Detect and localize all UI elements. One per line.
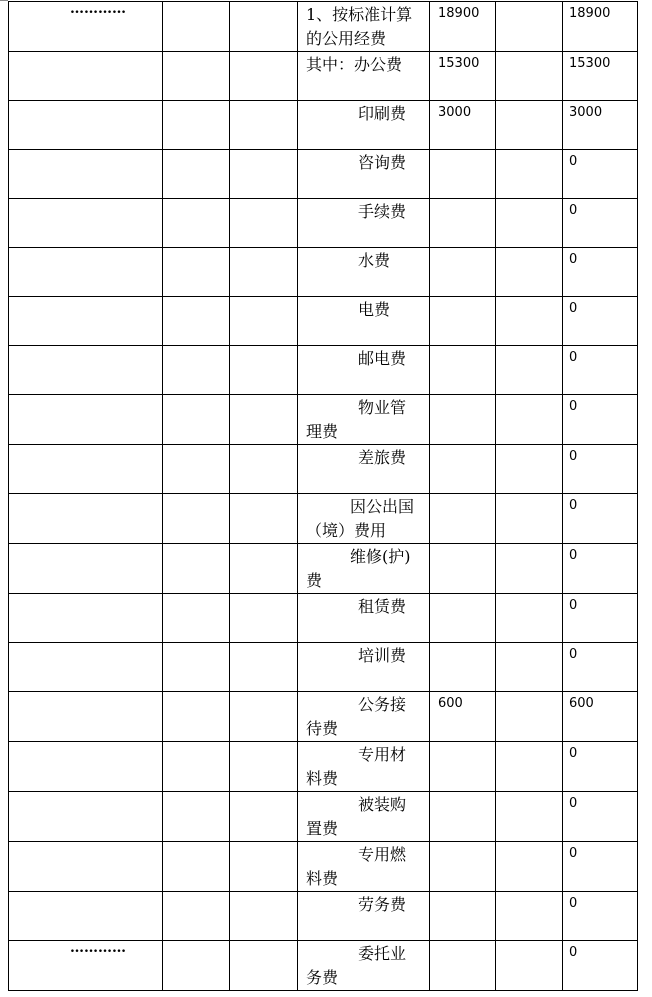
cell-col3[interactable] [230,643,298,692]
amount-cell[interactable] [430,594,496,643]
total-cell[interactable] [563,792,638,842]
item-label-line1: 因公出国 [350,497,415,516]
item-label [298,544,429,593]
total-value: 0 [569,203,578,218]
total-cell[interactable] [563,842,638,892]
cell-col6[interactable] [496,494,563,544]
amount-cell[interactable] [430,742,496,792]
total-cell[interactable] [563,494,638,544]
cell-col1[interactable] [9,52,163,101]
cell-col3[interactable] [230,199,298,248]
table-row [9,842,638,892]
cell-col2[interactable] [163,792,230,842]
cell-col2[interactable] [163,199,230,248]
item-label-cell[interactable] [298,101,430,150]
amount-value [430,395,495,398]
amount-value [430,941,495,944]
cell-col6[interactable] [496,842,563,892]
table-row [9,643,638,692]
amount-value [430,297,495,300]
item-label: 差旅费 [358,448,407,467]
item-label: 租赁费 [358,597,407,616]
cell-col2[interactable] [163,2,230,52]
item-label-cell[interactable] [298,742,430,792]
cell-col2[interactable] [163,892,230,941]
total-cell[interactable] [563,2,638,52]
total-value: 0 [569,896,578,911]
amount-cell[interactable] [430,248,496,297]
total-cell[interactable] [563,445,638,494]
amount-value [430,150,495,153]
total-value: 0 [569,498,578,513]
item-label-cell[interactable] [298,692,430,742]
table-row [9,742,638,792]
amount-value [430,494,495,497]
total-value: 0 [569,945,578,960]
cell-col3[interactable] [230,594,298,643]
cell-col6[interactable] [496,297,563,346]
amount-cell[interactable] [430,692,496,742]
amount-value [430,199,495,202]
cell-col1[interactable] [9,199,163,248]
table-row [9,941,638,991]
item-label-line1: 委托业 [358,944,407,963]
table-row [9,544,638,594]
cell-col3[interactable] [230,395,298,445]
cell-col2[interactable] [163,544,230,594]
cell-col3[interactable] [230,101,298,150]
total-value: 0 [569,746,578,761]
cell-col3[interactable] [230,544,298,594]
amount-value [430,892,495,895]
amount-cell[interactable] [430,297,496,346]
cell-col2[interactable] [163,742,230,792]
expense-table [8,1,638,991]
total-cell[interactable] [563,297,638,346]
table-row [9,52,638,101]
item-label-line1: 物业管 [358,398,407,417]
cell-col2[interactable] [163,346,230,395]
table-row [9,892,638,941]
item-label: 手续费 [358,202,407,221]
total-value: 600 [569,696,594,711]
item-label: 电费 [358,300,391,319]
cell-col1[interactable] [9,445,163,494]
item-label-cell[interactable] [298,248,430,297]
total-value: 0 [569,252,578,267]
cell-col3[interactable] [230,892,298,941]
amount-cell[interactable] [430,941,496,991]
cell-col3[interactable] [230,346,298,395]
item-label-cell[interactable] [298,892,430,941]
cell-col1[interactable] [9,594,163,643]
cell-col6[interactable] [496,742,563,792]
cell-col3[interactable] [230,445,298,494]
total-cell[interactable] [563,692,638,742]
total-cell[interactable] [563,346,638,395]
amount-cell[interactable] [430,892,496,941]
total-cell[interactable] [563,199,638,248]
cell-col2[interactable] [163,150,230,199]
cell-col1[interactable] [9,150,163,199]
item-label-line1: 专用燃 [358,845,407,864]
total-value: 0 [569,598,578,613]
item-label [298,941,429,990]
amount-value: 3000 [438,105,472,120]
amount-cell[interactable] [430,150,496,199]
amount-value [430,248,495,251]
cell-col6[interactable] [496,692,563,742]
amount-cell[interactable] [430,494,496,544]
cell-col2[interactable] [163,941,230,991]
cell-col6[interactable] [496,643,563,692]
item-label [298,494,429,543]
item-label: 其中：办公费 [306,55,403,74]
cell-col2[interactable] [163,248,230,297]
item-label-cell[interactable] [298,2,430,52]
item-label: 水费 [358,251,391,270]
cell-col2[interactable] [163,52,230,101]
amount-value: 15300 [438,56,480,71]
item-label-cell[interactable] [298,199,430,248]
total-value: 0 [569,350,578,365]
amount-cell[interactable] [430,643,496,692]
item-label-line1: 维修(护) [350,547,411,566]
cell-col3[interactable] [230,150,298,199]
cell-col6[interactable] [496,346,563,395]
cell-col6[interactable] [496,544,563,594]
item-label-cell[interactable] [298,494,430,544]
item-label [298,842,429,891]
total-value: 3000 [569,105,603,120]
cell-col6[interactable] [496,445,563,494]
total-cell[interactable] [563,395,638,445]
table-row [9,199,638,248]
total-cell[interactable] [563,643,638,692]
amount-cell[interactable] [430,2,496,52]
table-row [9,692,638,742]
amount-cell[interactable] [430,199,496,248]
cell-col2[interactable] [163,692,230,742]
total-value: 0 [569,647,578,662]
item-label: 邮电费 [358,349,407,368]
cell-col6[interactable] [496,892,563,941]
cell-col6[interactable] [496,52,563,101]
total-value: 0 [569,548,578,563]
cell-col3[interactable] [230,742,298,792]
item-label [298,395,429,444]
total-cell[interactable] [563,544,638,594]
item-label-cell[interactable] [298,52,430,101]
item-label-line2: 理费 [306,422,339,441]
amount-cell[interactable] [430,346,496,395]
item-label [298,692,429,741]
item-label-line2: （境）费用 [306,521,387,540]
item-label-line2: 置费 [306,819,339,838]
cell-col3[interactable] [230,248,298,297]
item-label: 培训费 [358,646,407,665]
cell-col1[interactable] [9,941,163,991]
item-label: 印刷费 [358,104,407,123]
corner-mark [0,0,8,1]
amount-cell[interactable] [430,52,496,101]
cell-col6[interactable] [496,199,563,248]
ellipsis-marker: ………… [70,940,126,956]
total-cell[interactable] [563,594,638,643]
cell-col3[interactable] [230,692,298,742]
cell-col2[interactable] [163,395,230,445]
total-cell[interactable] [563,150,638,199]
amount-value [430,742,495,745]
cell-col1[interactable] [9,643,163,692]
total-cell[interactable] [563,742,638,792]
total-value: 0 [569,846,578,861]
table-row [9,445,638,494]
cell-col1[interactable] [9,494,163,544]
table-row [9,150,638,199]
cell-col1[interactable] [9,692,163,742]
amount-cell[interactable] [430,792,496,842]
item-label-cell[interactable] [298,594,430,643]
item-label [298,792,429,841]
total-cell[interactable] [563,941,638,991]
item-label-line2: 料费 [306,869,339,888]
cell-col2[interactable] [163,842,230,892]
table-row [9,346,638,395]
cell-col3[interactable] [230,2,298,52]
cell-col6[interactable] [496,2,563,52]
item-label-line1: 公务接 [358,695,407,714]
amount-value [430,643,495,646]
item-label [298,742,429,791]
item-label-line2: 费 [306,571,323,590]
amount-value: 18900 [438,6,480,21]
cell-col1[interactable] [9,792,163,842]
cell-col1[interactable] [9,297,163,346]
cell-col6[interactable] [496,941,563,991]
amount-value [430,842,495,845]
cell-col3[interactable] [230,941,298,991]
amount-cell[interactable] [430,101,496,150]
item-label: 咨询费 [358,153,407,172]
cell-col1[interactable] [9,842,163,892]
item-label-line1: 专用材 [358,745,407,764]
cell-col1[interactable] [9,248,163,297]
item-label-line2: 务费 [306,968,339,987]
cell-col2[interactable] [163,445,230,494]
amount-value [430,346,495,349]
cell-col2[interactable] [163,494,230,544]
cell-col1[interactable] [9,892,163,941]
total-value: 0 [569,301,578,316]
total-value: 18900 [569,6,611,21]
cell-col3[interactable] [230,494,298,544]
cell-col1[interactable] [9,395,163,445]
table-row [9,248,638,297]
cell-col6[interactable] [496,792,563,842]
cell-col3[interactable] [230,792,298,842]
amount-value [430,594,495,597]
cell-col3[interactable] [230,842,298,892]
cell-col6[interactable] [496,101,563,150]
amount-cell[interactable] [430,544,496,594]
amount-cell[interactable] [430,842,496,892]
cell-col3[interactable] [230,52,298,101]
cell-col1[interactable] [9,742,163,792]
cell-col2[interactable] [163,594,230,643]
item-label-cell[interactable] [298,544,430,594]
item-label-cell[interactable] [298,842,430,892]
item-label-cell[interactable] [298,297,430,346]
cell-col1[interactable] [9,346,163,395]
amount-value [430,544,495,547]
total-value: 15300 [569,56,611,71]
cell-col2[interactable] [163,643,230,692]
item-label-cell[interactable] [298,941,430,991]
total-cell[interactable] [563,892,638,941]
total-cell[interactable] [563,248,638,297]
cell-col3[interactable] [230,297,298,346]
item-label-line2: 待费 [306,719,339,738]
table-row [9,792,638,842]
amount-value: 600 [438,696,463,711]
item-label-line1: 被装购 [358,795,407,814]
cell-col6[interactable] [496,248,563,297]
total-cell[interactable] [563,101,638,150]
total-value: 0 [569,154,578,169]
cell-col6[interactable] [496,150,563,199]
item-label-cell[interactable] [298,346,430,395]
amount-cell[interactable] [430,445,496,494]
table-row [9,494,638,544]
table-row [9,395,638,445]
item-label-cell[interactable] [298,792,430,842]
item-label-cell[interactable] [298,445,430,494]
table-row [9,297,638,346]
cell-col6[interactable] [496,594,563,643]
total-value: 0 [569,399,578,414]
cell-col1[interactable] [9,101,163,150]
cell-col6[interactable] [496,395,563,445]
item-label: 劳务费 [358,895,407,914]
total-value: 0 [569,449,578,464]
item-label-cell[interactable] [298,643,430,692]
cell-col2[interactable] [163,297,230,346]
item-label: 1、按标准计算的公用经费 [306,5,413,48]
amount-value [430,792,495,795]
cell-col1[interactable] [9,544,163,594]
item-label-line2: 料费 [306,769,339,788]
table-row [9,101,638,150]
table-row [9,2,638,52]
item-label-cell[interactable] [298,150,430,199]
total-value: 0 [569,796,578,811]
table-row [9,594,638,643]
cell-col2[interactable] [163,101,230,150]
ellipsis-marker: ………… [70,1,126,17]
item-label-cell[interactable] [298,395,430,445]
amount-value [430,445,495,448]
total-cell[interactable] [563,52,638,101]
amount-cell[interactable] [430,395,496,445]
cell-col1[interactable] [9,2,163,52]
